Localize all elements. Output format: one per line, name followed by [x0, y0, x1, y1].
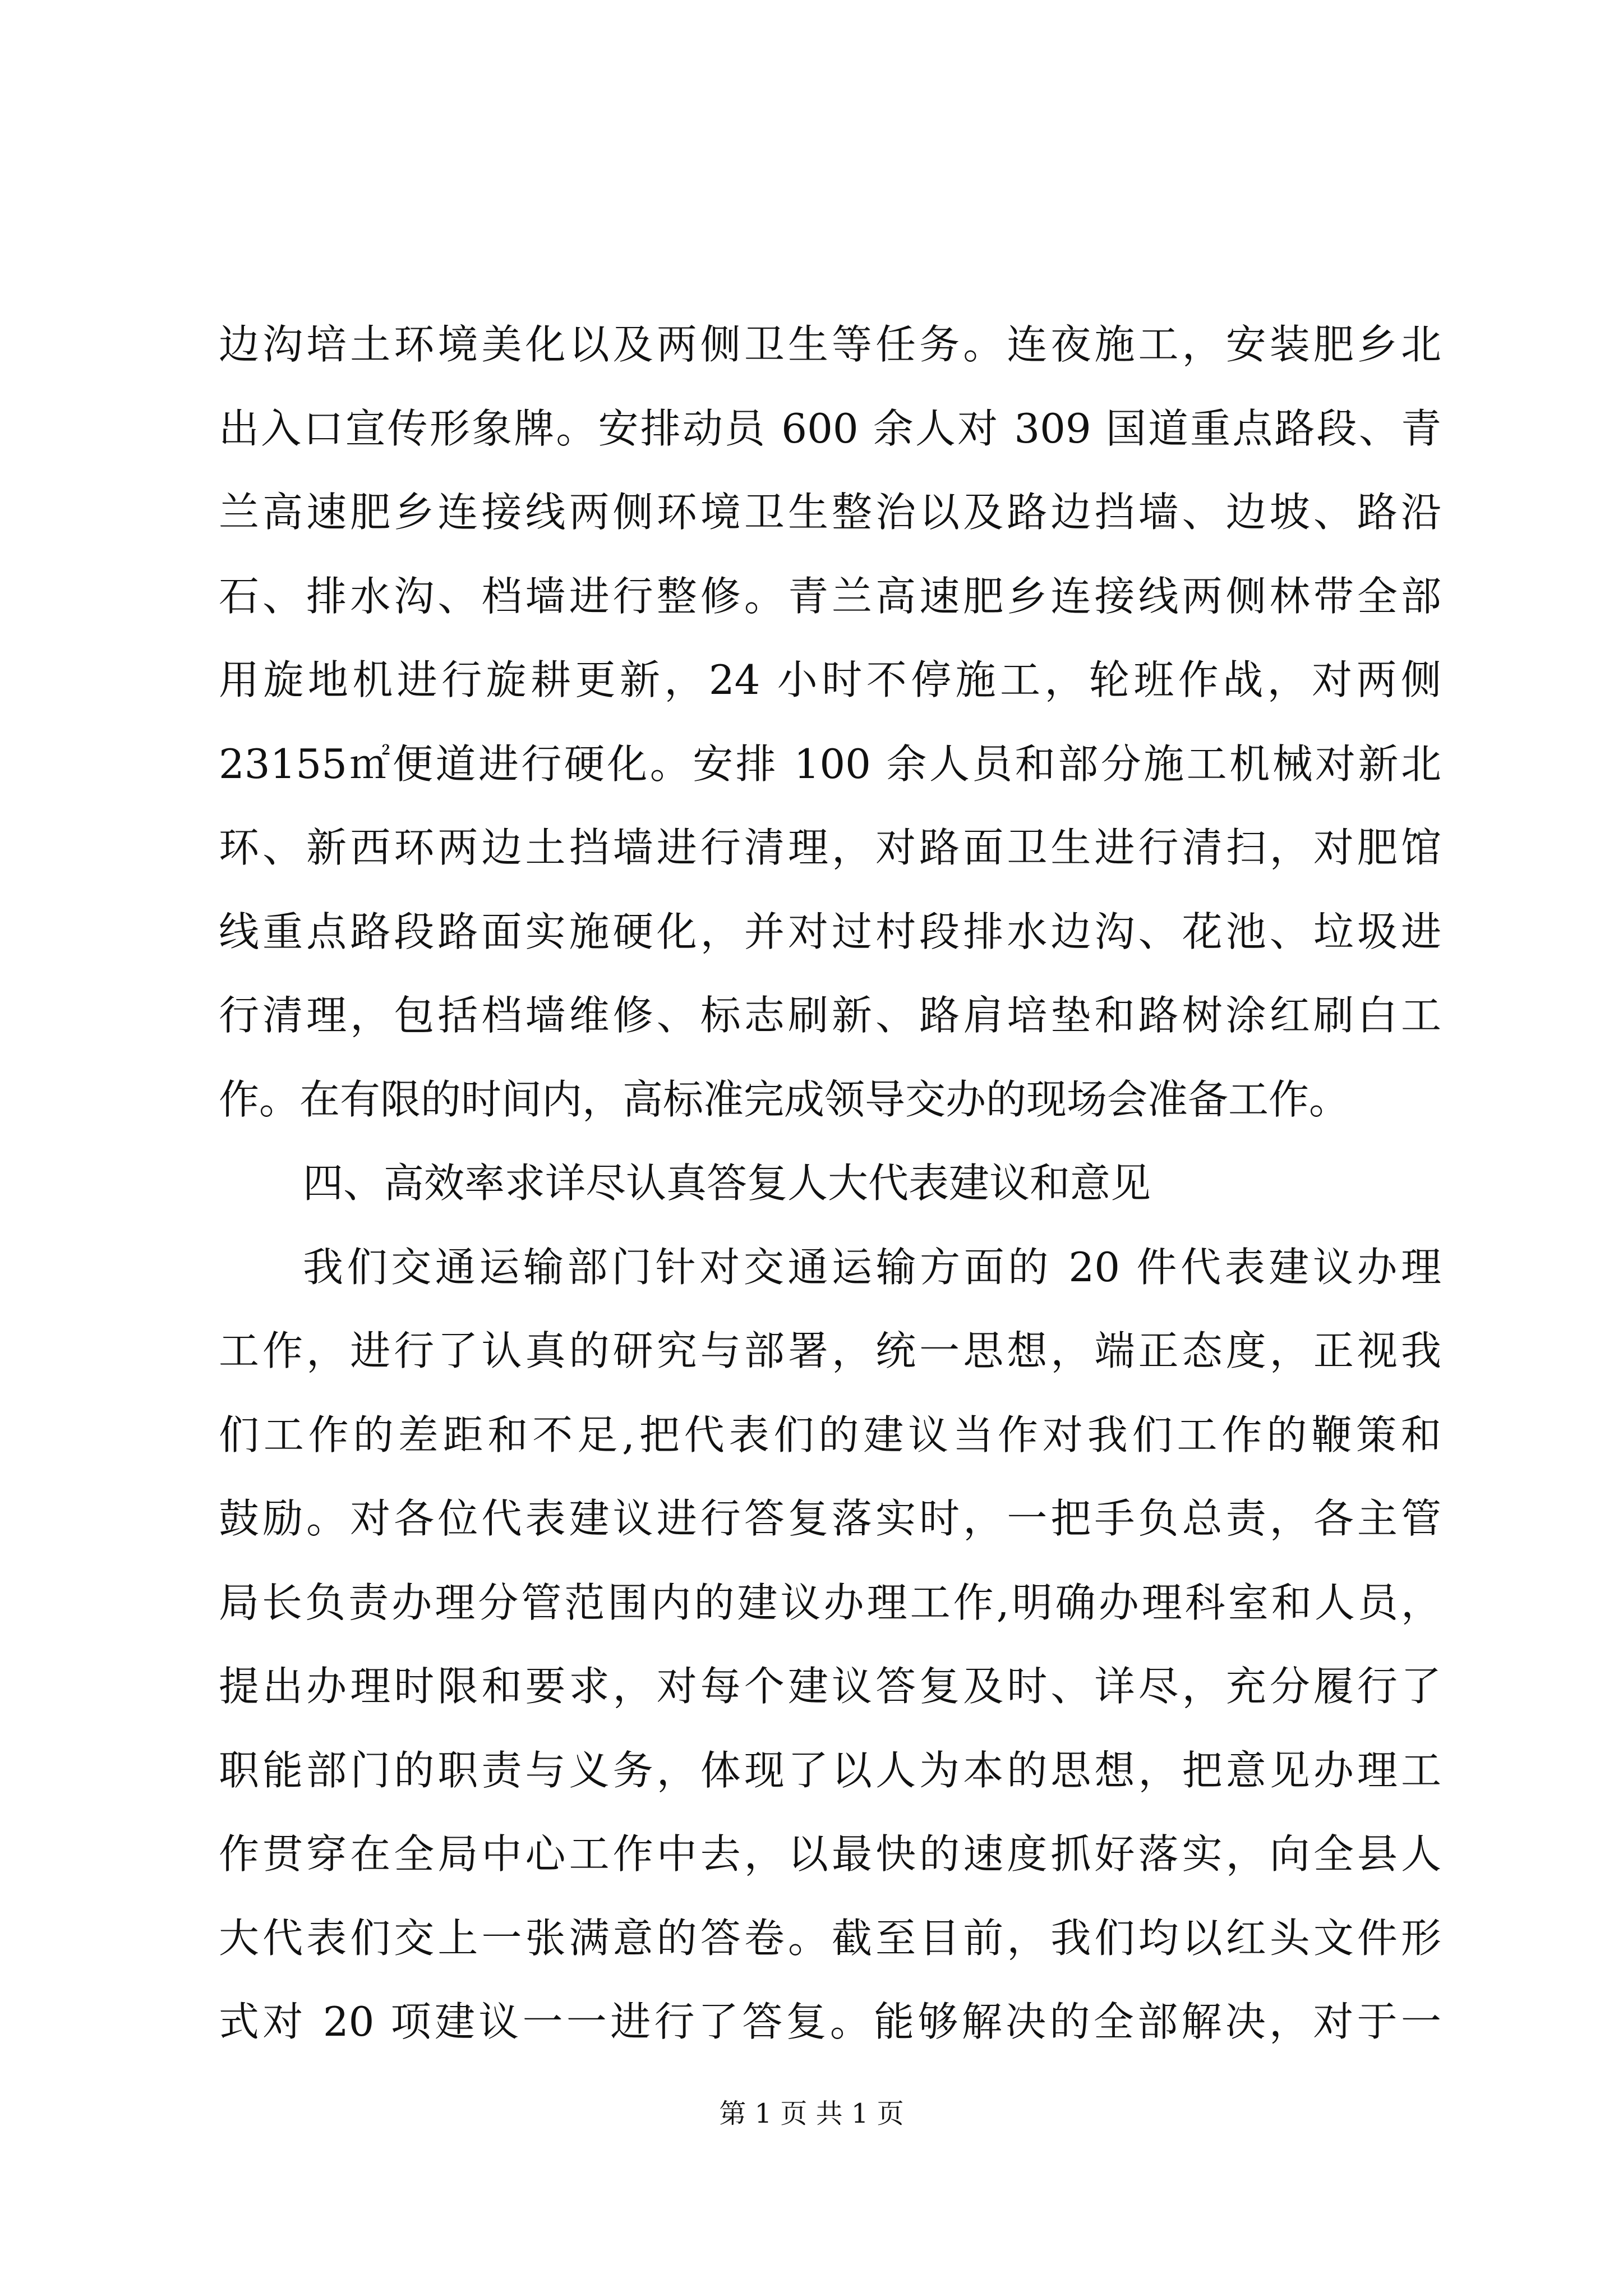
text-line: 大代表们交上一张满意的答卷。截至目前，我们均以红头文件形 [219, 1914, 1441, 1962]
text-line: 职能部门的职责与义务，体现了以人为本的思想，把意见办理工 [219, 1746, 1441, 1794]
text-line: 局长负责办理分管范围内的建议办理工作,明确办理科室和人员， [219, 1579, 1441, 1626]
text-line: 边沟培土环境美化以及两侧卫生等任务。连夜施工，安装肥乡北 [219, 321, 1441, 368]
document-body [219, 303, 1441, 2064]
text-line: 鼓励。对各位代表建议进行答复落实时，一把手负总责，各主管 [219, 1495, 1441, 1542]
text-line: 用旋地机进行旋耕更新，24 小时不停施工，轮班作战，对两侧 [219, 656, 1441, 703]
text-line: 23155㎡便道进行硬化。安排 100 余人员和部分施工机械对新北 [219, 740, 1441, 788]
text-line: 式对 20 项建议一一进行了答复。能够解决的全部解决，对于一 [219, 1998, 1441, 2045]
text-line: 提出办理时限和要求，对每个建议答复及时、详尽，充分履行了 [219, 1663, 1441, 1710]
section-heading: 四、高效率求详尽认真答复人大代表建议和意见 [303, 1159, 1151, 1207]
text-line: 作。在有限的时间内，高标准完成领导交办的现场会准备工作。 [219, 1075, 1350, 1123]
text-line: 我们交通运输部门针对交通运输方面的 20 件代表建议办理 [303, 1243, 1441, 1291]
text-line: 兰高速肥乡连接线两侧环境卫生整治以及路边挡墙、边坡、路沿 [219, 489, 1441, 536]
text-line: 线重点路段路面实施硬化，并对过村段排水边沟、花池、垃圾进 [219, 908, 1441, 955]
text-line: 石、排水沟、档墙进行整修。青兰高速肥乡连接线两侧林带全部 [219, 572, 1441, 620]
text-line: 们工作的差距和不足,把代表们的建议当作对我们工作的鞭策和 [219, 1411, 1441, 1458]
page-footer: 第 1 页 共 1 页 [719, 2098, 904, 2129]
text-line: 工作，进行了认真的研究与部署，统一思想，端正态度，正视我 [219, 1327, 1441, 1374]
text-line: 行清理，包括档墙维修、标志刷新、路肩培垫和路树涂红刷白工 [219, 992, 1441, 1039]
text-line: 出入口宣传形象牌。安排动员 600 余人对 309 国道重点路段、青 [219, 404, 1441, 452]
text-line: 环、新西环两边土挡墙进行清理，对路面卫生进行清扫，对肥馆 [219, 824, 1441, 871]
text-line: 作贯穿在全局中心工作中去，以最快的速度抓好落实，向全县人 [219, 1830, 1441, 1878]
